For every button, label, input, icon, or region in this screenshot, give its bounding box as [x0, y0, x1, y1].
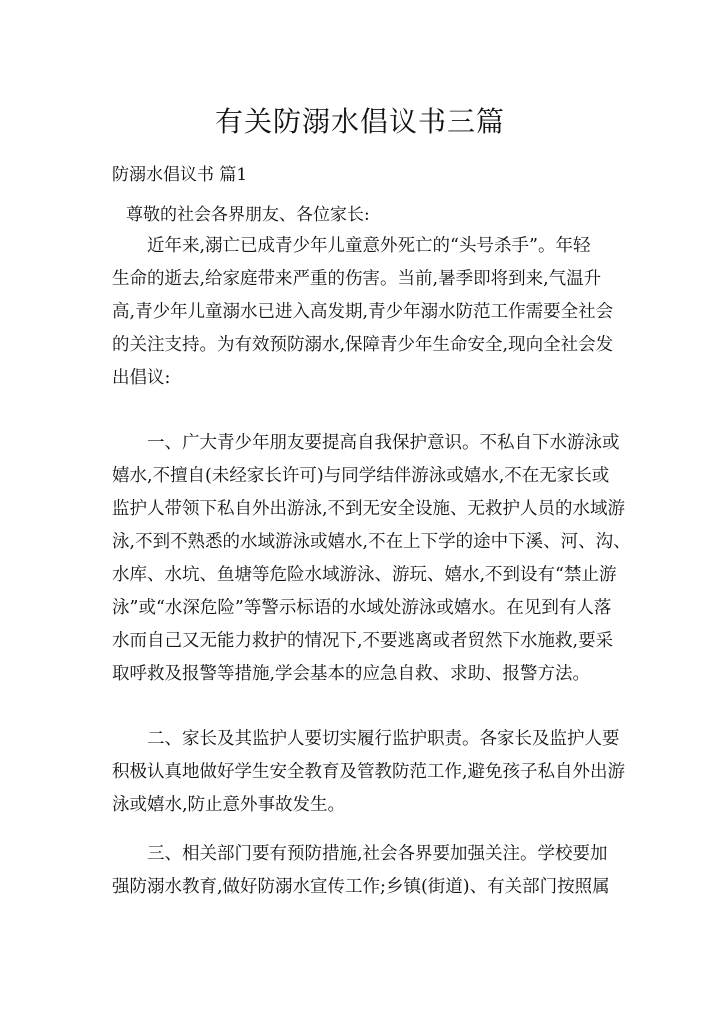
text-line: 近年来,溺亡已成青少年儿童意外死亡的“头号杀手”。年轻 [112, 236, 591, 256]
greeting-line: 尊敬的社会各界朋友、各位家长: [126, 205, 370, 225]
text-line: 的关注支持。为有效预防溺水,保障青少年生命安全,现向全社会发 [112, 335, 614, 355]
text-line: 水而自己又无能力救护的情况下,不要逃离或者贸然下水施救,要采 [112, 631, 614, 651]
text-line: 水库、水坑、鱼塘等危险水域游泳、游玩、嬉水,不到设有“禁止游 [112, 565, 617, 585]
paragraph-item-3 [112, 838, 612, 904]
text-line: 高,青少年儿童溺水已进入高发期,青少年溺水防范工作需要全社会 [112, 302, 614, 322]
paragraph-item-2 [112, 723, 626, 822]
text-line: 出倡议: [112, 368, 171, 388]
text-line: 三、相关部门要有预防措施,社会各界要加强关注。学校要加 [112, 844, 608, 864]
text-line: 嬉水,不擅自(未经家长许可)与同学结伴游泳或嬉水,不在无家长或 [112, 466, 610, 486]
text-line: 二、家长及其监护人要切实履行监护职责。各家长及监护人要 [112, 729, 620, 749]
text-line: 强防溺水教育,做好防溺水宣传工作;乡镇(街道)、有关部门按照属 [112, 877, 610, 897]
text-line: 取呼救及报警等措施,学会基本的应急自救、求助、报警方法。 [112, 664, 591, 684]
text-line: 泳,不到不熟悉的水域游泳或嬉水,不在上下学的途中下溪、河、沟、 [112, 532, 631, 552]
paragraph-intro [112, 230, 612, 395]
section-heading: 防溺水倡议书 篇1 [112, 165, 248, 185]
text-line: 生命的逝去,给家庭带来严重的伤害。当前,暑季即将到来,气温升 [112, 269, 602, 289]
text-line: 监护人带领下私自外出游泳,不到无安全设施、无救护人员的水域游 [112, 499, 626, 519]
paragraph-item-1 [112, 427, 631, 691]
text-line: 泳或嬉水,防止意外事故发生。 [112, 795, 346, 815]
text-line: 积极认真地做好学生安全教育及管教防范工作,避免孩子私自外出游 [112, 762, 626, 782]
text-line: 一、广大青少年朋友要提高自我保护意识。不私自下水游泳或 [112, 433, 620, 453]
document-title: 有关防溺水倡议书三篇 [214, 105, 505, 138]
text-line: 泳”或“水深危险”等警示标语的水域处游泳或嬉水。在见到有人落 [112, 598, 612, 618]
